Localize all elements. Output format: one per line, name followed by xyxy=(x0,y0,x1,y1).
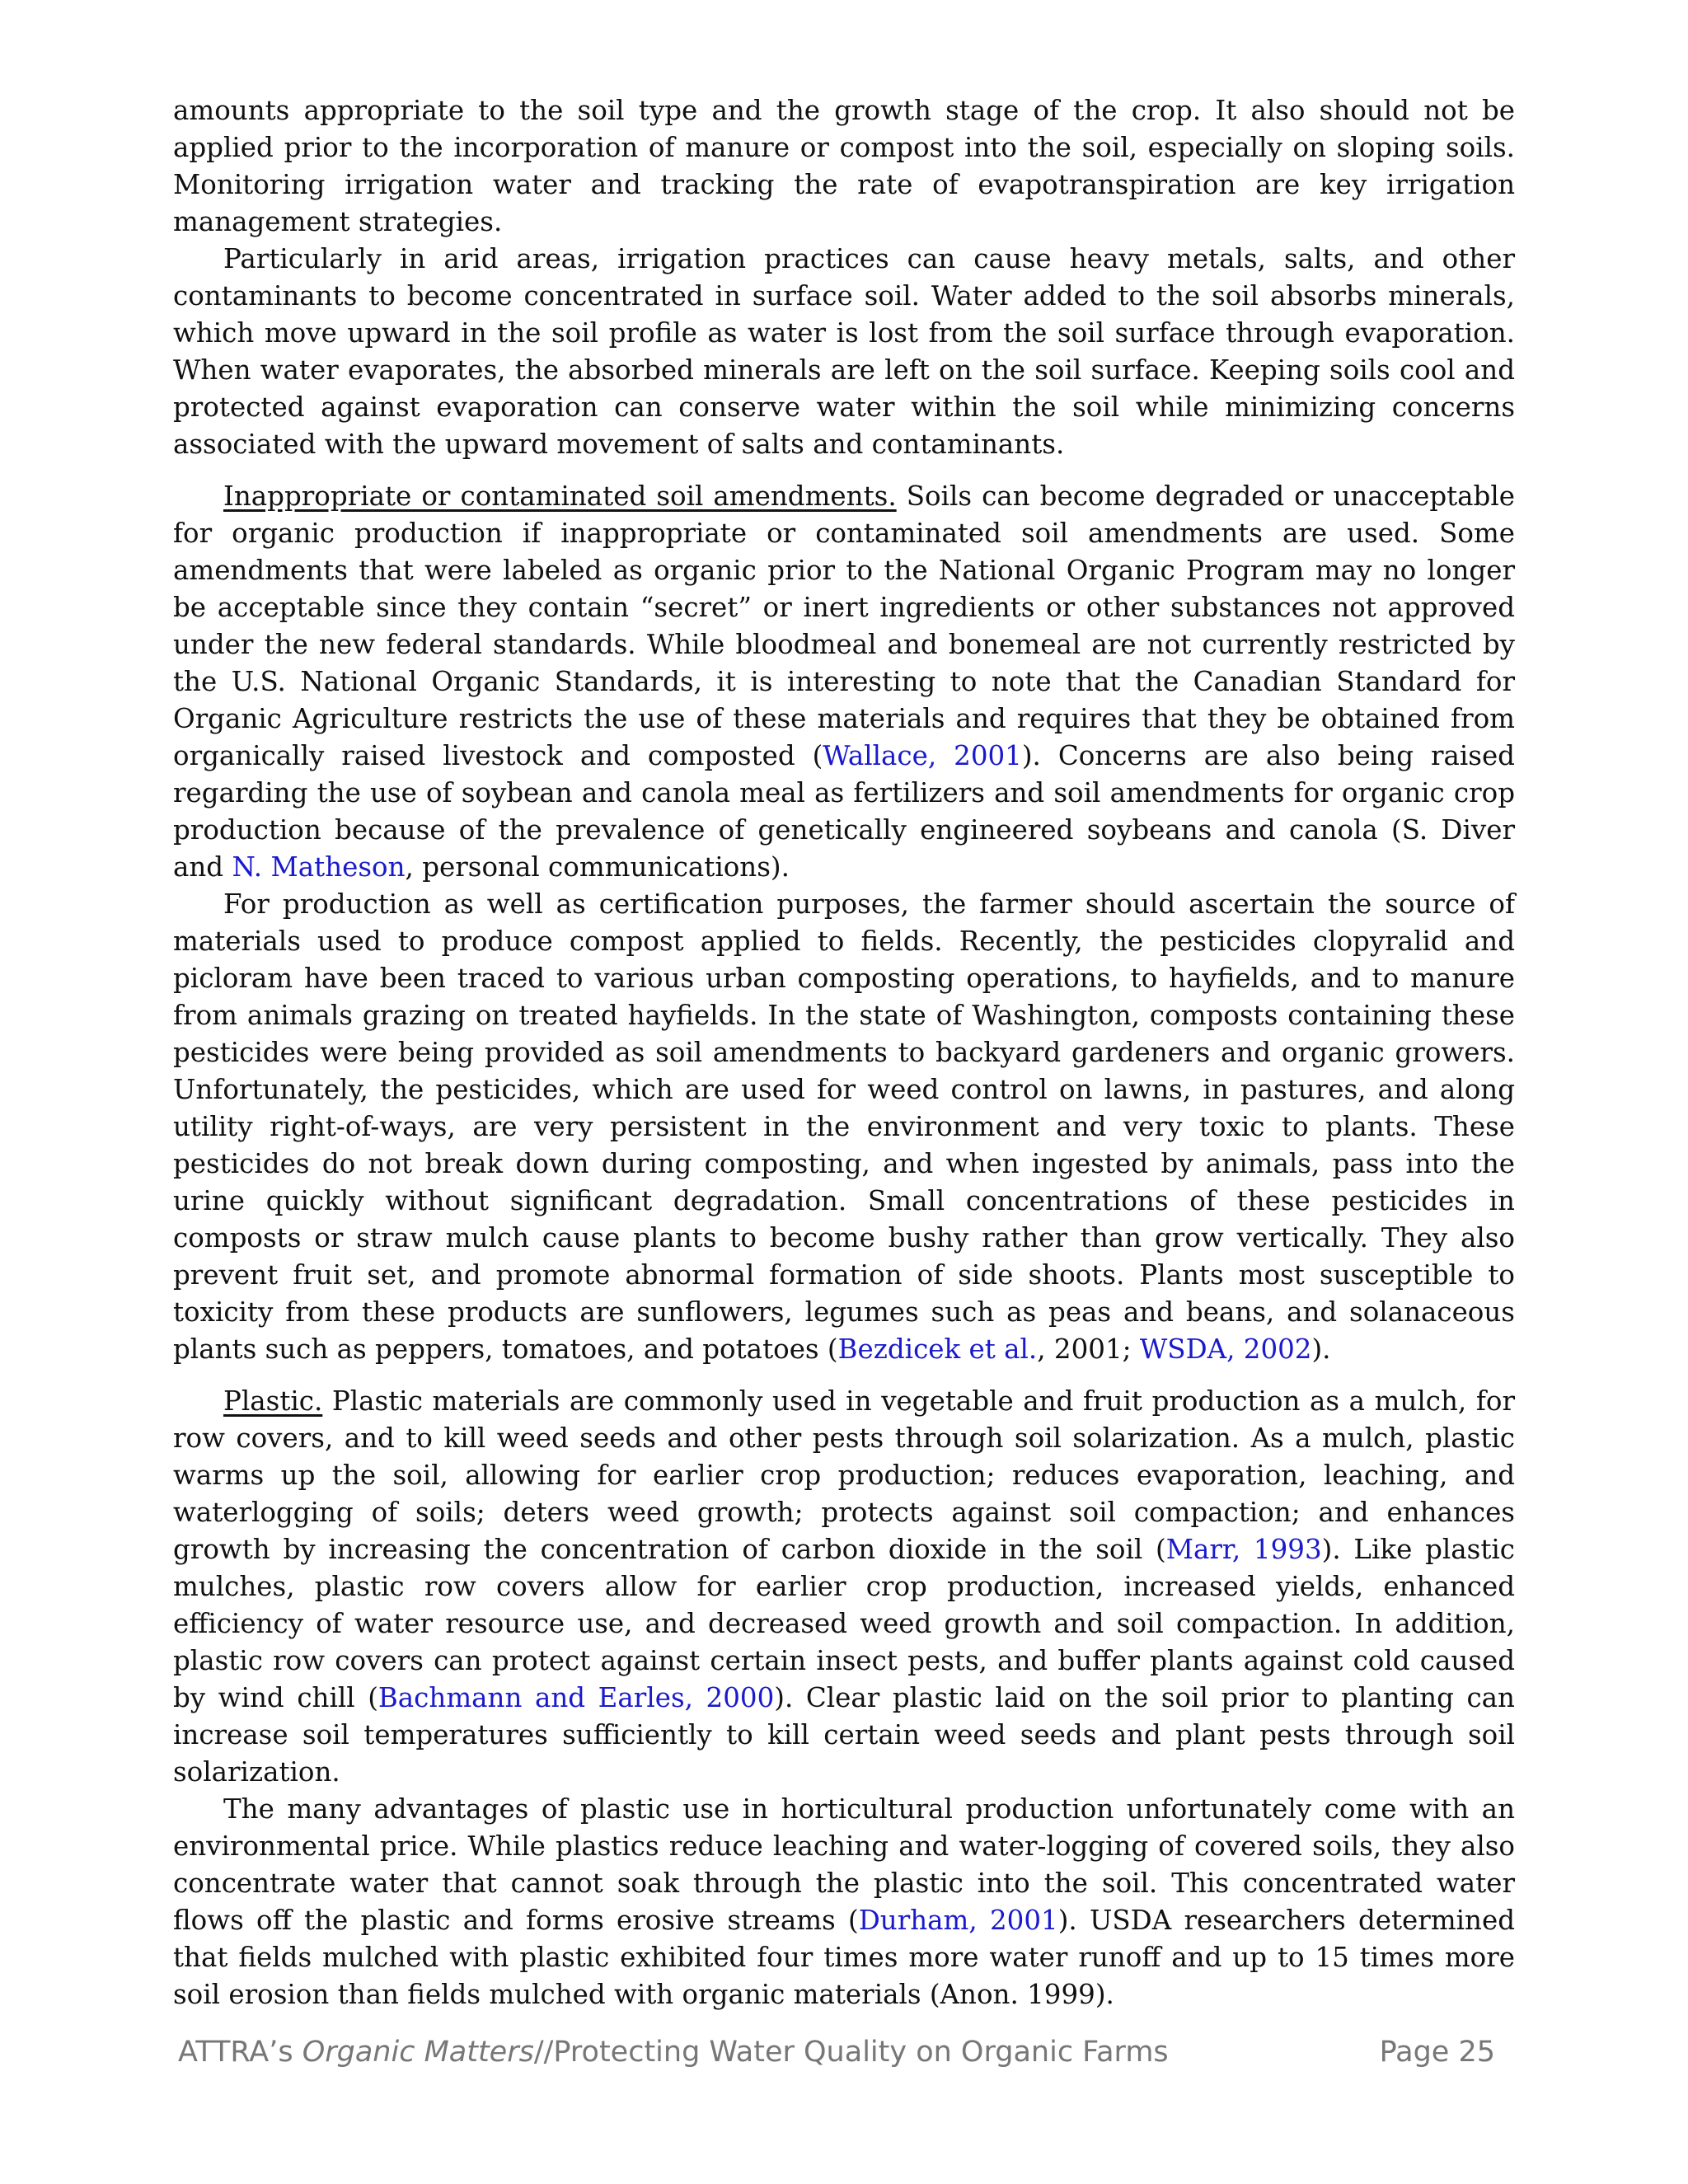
paragraph-text: ). xyxy=(1311,1333,1331,1365)
citation-link-durham[interactable]: Durham, 2001 xyxy=(858,1905,1058,1936)
paragraph-compost-pesticides xyxy=(173,886,1515,1368)
footer-publication-title xyxy=(178,2036,1169,2069)
page-footer xyxy=(178,2036,1495,2069)
paragraph-soil-amendments xyxy=(173,478,1515,886)
citation-link-wsda[interactable]: WSDA, 2002 xyxy=(1139,1333,1312,1365)
citation-link-wallace[interactable]: Wallace, 2001 xyxy=(823,740,1022,771)
document-body xyxy=(173,92,1515,2013)
paragraph-text: The many advantages of plastic use in horticultural production unfortunately come with an environmental price. While plastics reduce leaching and water-logging of covered soils, they also concentrate water that cannot soak through the plastic into the soil. This concentrated water flows off the plastic and forms erosive streams ( xyxy=(173,1793,1515,1936)
paragraph-text: ). Clear plastic laid on the soil prior to planting can increase soil temperatures sufficiently to kill certain weed seeds and plant pests through soil solarization. xyxy=(173,1682,1515,1788)
citation-link-bezdicek[interactable]: Bezdicek et al. xyxy=(837,1333,1038,1365)
paragraph-plastic-environmental-price xyxy=(173,1791,1515,2013)
footer-publisher: ATTRA’s xyxy=(178,2036,302,2069)
page-number: Page 25 xyxy=(1379,2036,1495,2069)
paragraph-text: ). Concerns are also being raised regarding the use of soybean and canola meal as fertilizers and soil amendments for organic crop production because of the prevalence of genetically engineered soybeans and canola (S. Diver and xyxy=(173,740,1515,883)
section-heading-soil-amendments: Inappropriate or contaminated soil amendments. xyxy=(223,480,897,512)
section-heading-plastic: Plastic. xyxy=(223,1385,323,1417)
paragraph-text: amounts appropriate to the soil type and the growth stage of the crop. It also should not be applied prior to the incorporation of manure or compost into the soil, especially on sloping soils. Monitoring irrigation water and tracking the rate of evapotranspiration are key irrigation management strategies. xyxy=(173,95,1515,237)
footer-subtitle: //Protecting Water Quality on Organic Farms xyxy=(533,2036,1169,2069)
footer-publication-name: Organic Matters xyxy=(302,2036,534,2069)
citation-link-marr[interactable]: Marr, 1993 xyxy=(1165,1534,1322,1565)
paragraph-text: ). USDA researchers determined that fields mulched with plastic exhibited four times more water runoff and up to 15 times more soil erosion than fields mulched with organic materials (Anon. 1999). xyxy=(173,1905,1516,2010)
paragraph-arid-areas xyxy=(173,241,1515,463)
paragraph-plastic xyxy=(173,1383,1515,1791)
paragraph-text: Soils can become degraded or unacceptable for organic production if inappropriate or contaminated soil amendments are used. Some amendments that were labeled as organic prior to the National Organic Program may no longer be acceptable since they contain “secret” or inert ingredients or other substances not approved under the new federal standards. While bloodmeal and bonemeal are not currently restricted by the U.S. National Organic Standards, it is interesting to note that the Canadian Standard for Organic Agriculture restricts the use of these materials and requires that they be obtained from organically raised livestock and composted ( xyxy=(173,480,1515,771)
paragraph-text: Plastic materials are commonly used in vegetable and fruit production as a mulch, for row covers, and to kill weed seeds and other pests through soil solarization. As a mulch, plastic warms up the soil, allowing for earlier crop production; reduces evaporation, leaching, and waterlogging of soils; deters weed growth; protects against soil compaction; and enhances growth by increasing the concentration of carbon dioxide in the soil ( xyxy=(173,1385,1515,1565)
paragraph-text: ). Like plastic mulches, plastic row covers allow for earlier crop production, increased yields, enhanced efficiency of water resource use, and decreased weed growth and soil compaction. In addition, plastic row covers can protect against certain insect pests, and buffer plants against cold caused by wind chill ( xyxy=(173,1534,1515,1713)
paragraph-text: Particularly in arid areas, irrigation practices can cause heavy metals, salts, and other contaminants to become concentrated in surface soil. Water added to the soil absorbs minerals, which move upward in the soil profile as water is lost from the soil surface through evaporation. When water evaporates, the absorbed minerals are left on the soil surface. Keeping soils cool and protected against evaporation can conserve water within the soil while minimizing concerns associated with the upward movement of salts and contaminants. xyxy=(173,243,1515,460)
paragraph-text: , 2001; xyxy=(1037,1333,1140,1365)
citation-link-bachmann-earles[interactable]: Bachmann and Earles, 2000 xyxy=(377,1682,775,1713)
paragraph-text: , personal communications). xyxy=(405,851,790,883)
paragraph-irrigation-amounts xyxy=(173,92,1515,241)
paragraph-text: For production as well as certification purposes, the farmer should ascertain the source of materials used to produce compost applied to fields. Recently, the pesticides clopyralid and picloram have been traced to various urban composting operations, to hayfields, and to manure from animals grazing on treated hayfields. In the state of Washington, composts containing these pesticides were being provided as soil amendments to backyard gardeners and organic growers. Unfortunately, the pesticides, which are used for weed control on lawns, in pastures, and along utility right-of-ways, are very persistent in the environment and very toxic to plants. These pesticides do not break down during composting, and when ingested by animals, pass into the urine quickly without significant degradation. Small concentrations of these pesticides in composts or straw mulch cause plants to become bushy rather than grow vertically. They also prevent fruit set, and promote abnormal formation of side shoots. Plants most susceptible to toxicity from these products are sunflowers, legumes such as peas and beans, and solanaceous plants such as peppers, tomatoes, and potatoes ( xyxy=(173,888,1515,1365)
citation-link-matheson[interactable]: N. Matheson xyxy=(232,851,406,883)
